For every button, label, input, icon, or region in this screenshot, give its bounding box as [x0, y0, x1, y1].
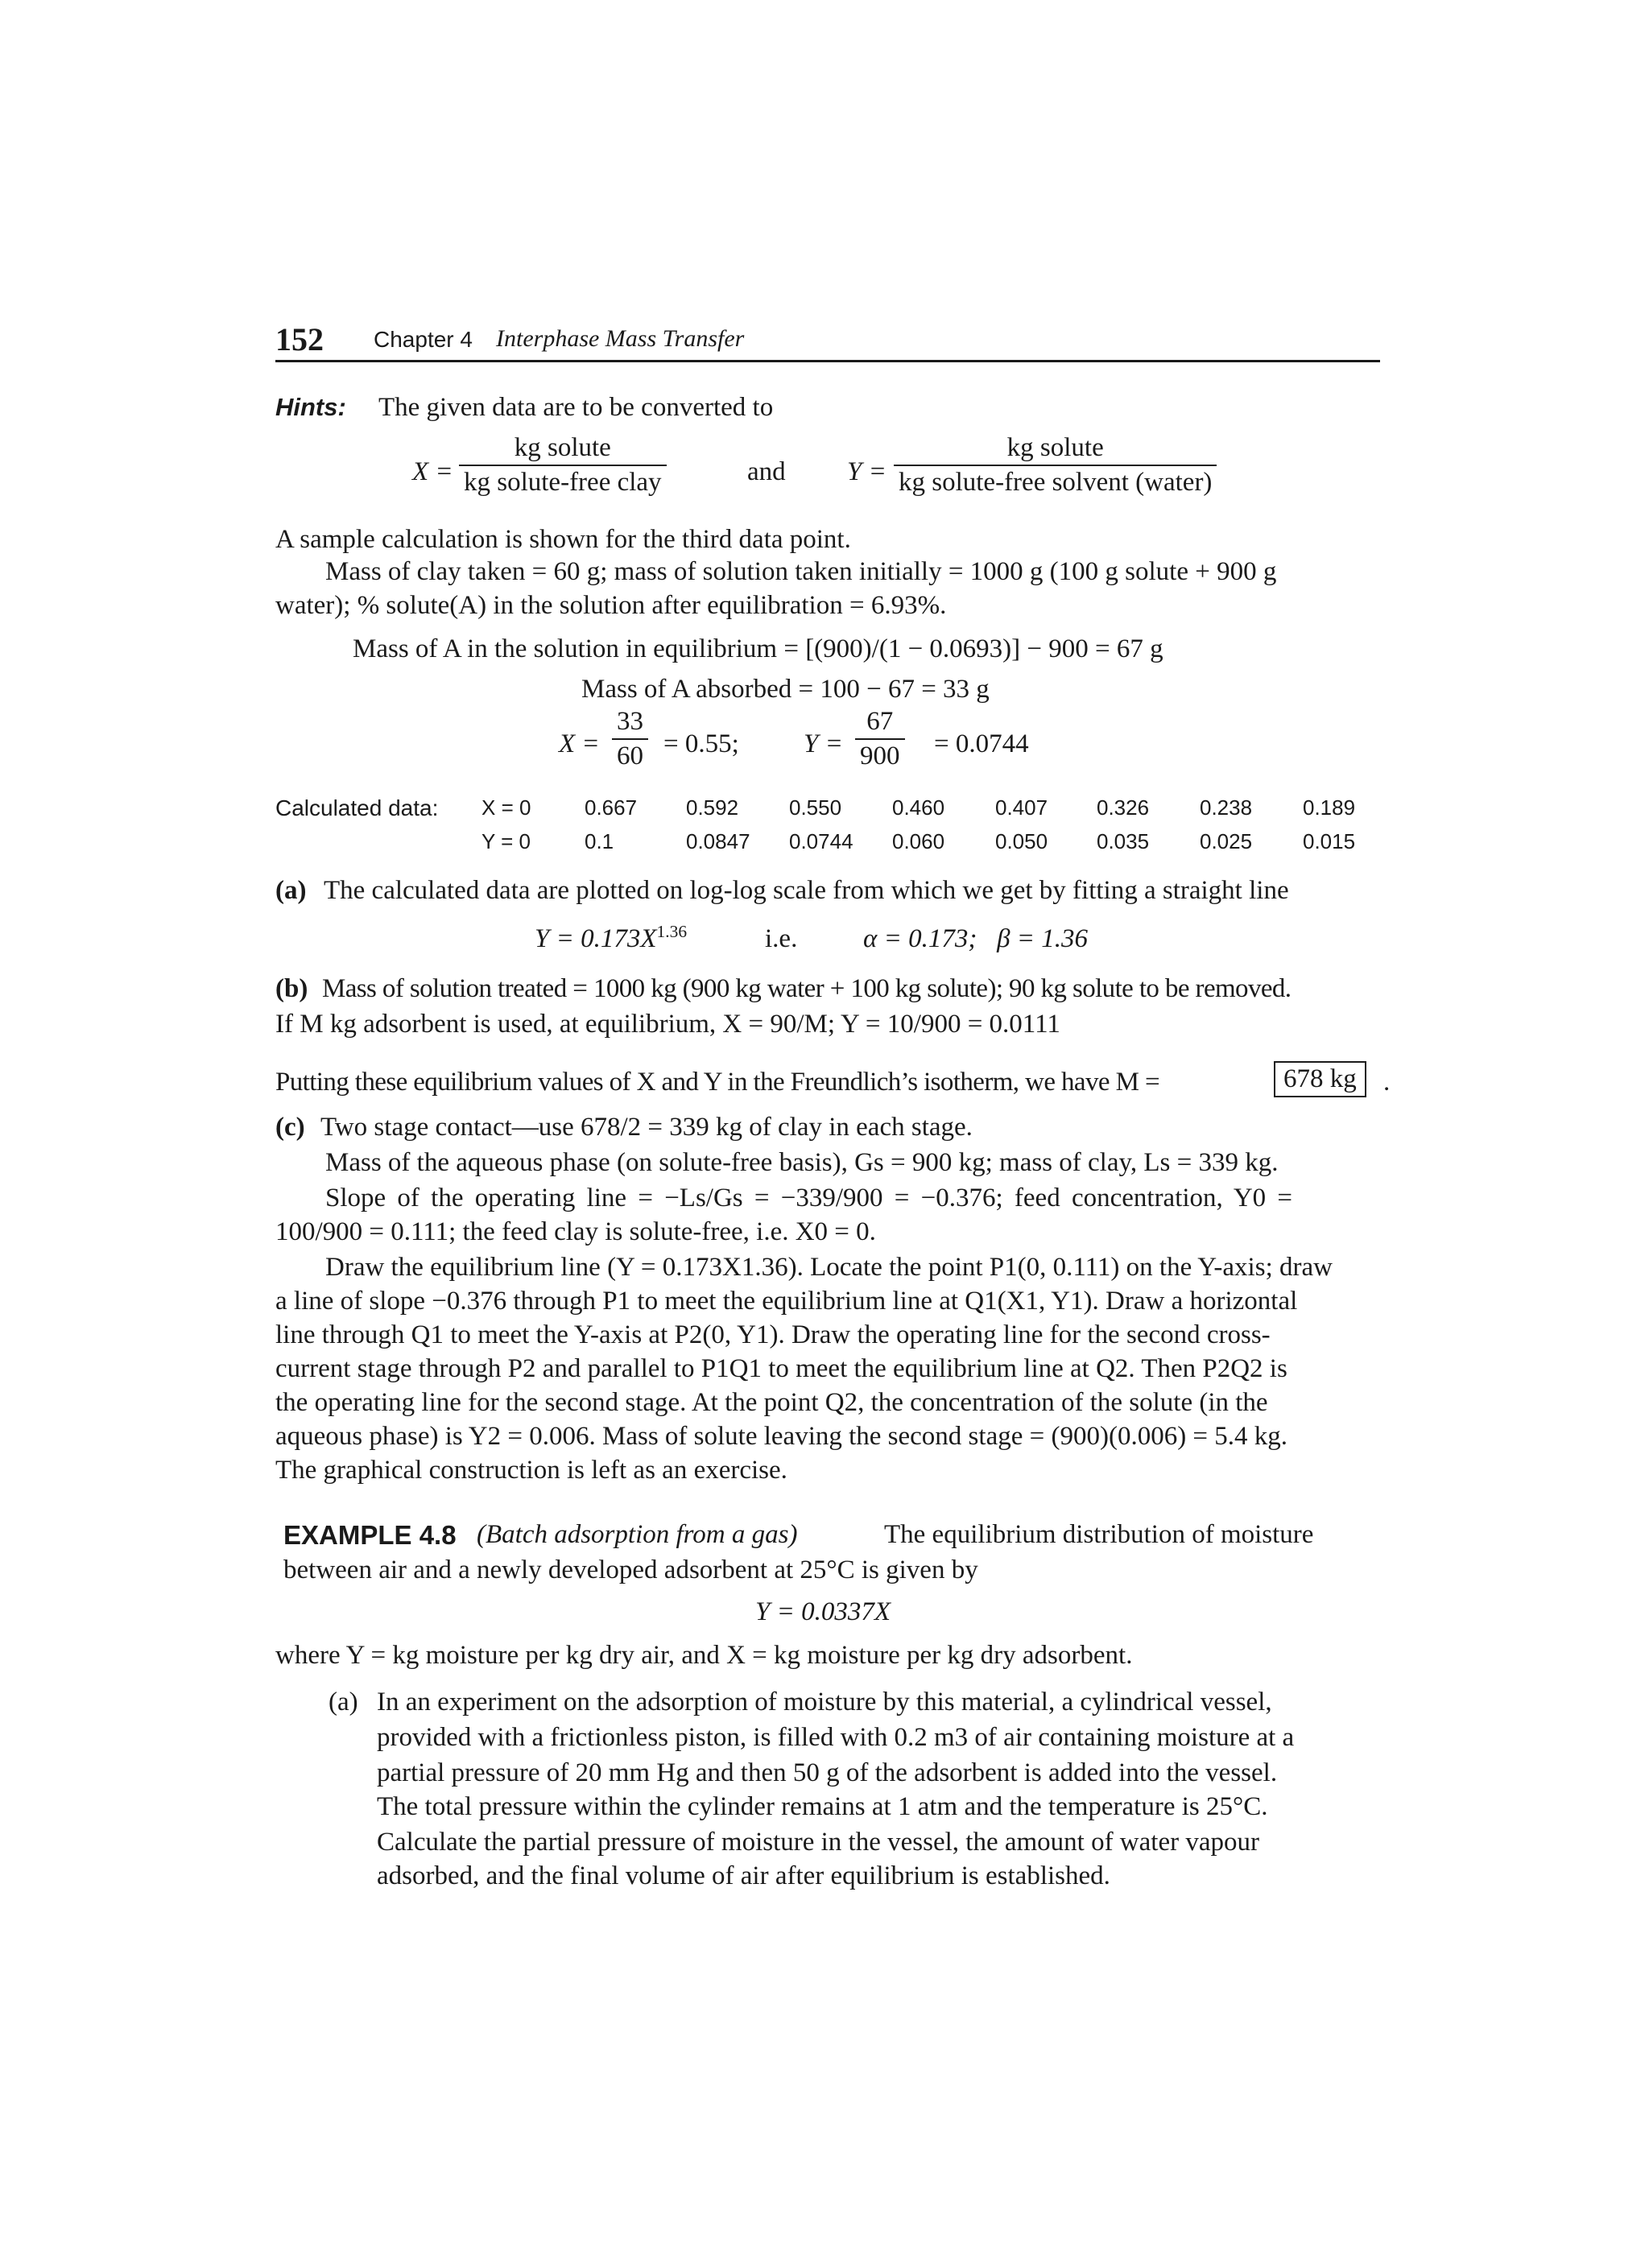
example-line-1: The equilibrium distribution of moisture [884, 1520, 1314, 1549]
table-y-value: 0.035 [1097, 829, 1150, 853]
part-a-equation [535, 922, 688, 953]
x-def-numerator: kg solute [459, 435, 667, 466]
graph-para-line-3: line through Q1 to meet the Y-axis at P2(0, Y1). Draw the operating line for the second cross- [275, 1320, 1271, 1349]
table-x-value: 0.667 [585, 795, 638, 820]
x-def-denominator: kg solute-free clay [464, 468, 662, 497]
example-line-2: between air and a newly developed adsorbent at 25°C is given by [283, 1555, 978, 1584]
table-x-value: 0.407 [995, 795, 1048, 820]
and-word: and [747, 457, 786, 486]
graph-para-line-2: a line of slope −0.376 through P1 to meet the equilibrium line at Q1(X1, Y1). Draw a horizontal [275, 1287, 1298, 1316]
calc-y-numerator: 67 [855, 708, 905, 740]
part-a-tag: (a) [275, 876, 307, 905]
calc-x-fraction [612, 708, 648, 770]
calc-x-numerator: 33 [612, 708, 648, 740]
table-y-value: 0.050 [995, 829, 1048, 853]
example-a-line-2: provided with a frictionless piston, is filled with 0.2 m3 of air containing moisture at a [377, 1723, 1295, 1752]
calc-y-result: = 0.0744 [934, 729, 1029, 758]
example-a-line-1: In an experiment on the adsorption of moisture by this material, a cylindrical vessel, [377, 1688, 1272, 1716]
table-y-value: 0.025 [1200, 829, 1253, 853]
page-number: 152 [275, 321, 324, 357]
equilibrium-mass-line: Mass of A in the solution in equilibrium = [(900)/(1 − 0.0693)] − 900 = 67 g [353, 634, 1163, 663]
table-x-value: 0.326 [1097, 795, 1150, 820]
graph-para-line-5: the operating line for the second stage. At the point Q2, the concentration of the solute (in the [275, 1388, 1268, 1417]
part-b-line-3: Putting these equilibrium values of X and Y in the Freundlich’s isotherm, we have M = [275, 1068, 1159, 1097]
example-a-line-6: adsorbed, and the final volume of air after equilibrium is established. [377, 1861, 1110, 1890]
hints-label: Hints: [275, 393, 346, 421]
calc-x-denominator: 60 [617, 742, 643, 770]
example-where: where Y = kg moisture per kg dry air, and X = kg moisture per kg dry adsorbent. [275, 1641, 1133, 1670]
table-x-head-text: X = 0 [481, 795, 531, 820]
calc-y-denominator: 900 [860, 742, 900, 770]
table-x-value: 0.550 [789, 795, 842, 820]
table-y-value: 0.1 [585, 829, 614, 853]
sample-line: A sample calculation is shown for the third data point. [275, 525, 851, 554]
graph-para-line-7: The graphical construction is left as an exercise. [275, 1456, 787, 1485]
table-y-value: 0.0744 [789, 829, 853, 853]
part-c-line-2: Mass of the aqueous phase (on solute-free basis), Gs = 900 kg; mass of clay, Ls = 339 kg. [325, 1148, 1279, 1177]
example-subtitle: (Batch adsorption from a gas) [477, 1520, 798, 1549]
table-x-value: 0.460 [892, 795, 945, 820]
mass-line-2: water); % solute(A) in the solution after equilibration = 6.93%. [275, 591, 947, 620]
table-y-value: 0.015 [1303, 829, 1356, 853]
part-a-exponent: 1.36 [656, 922, 688, 941]
table-x-head [481, 795, 531, 820]
part-c-line-3: Slope of the operating line = −Ls/Gs = −339/900 = −0.376; feed concentration, Y0 = [325, 1184, 1293, 1212]
chapter-title: Interphase Mass Transfer [496, 325, 745, 352]
x-def-fraction [459, 435, 667, 496]
mass-line-1: Mass of clay taken = 60 g; mass of solution taken initially = 1000 g (100 g solute + 900 g [325, 557, 1277, 586]
y-def-denominator: kg solute-free solvent (water) [899, 468, 1213, 497]
answer-period: . [1383, 1068, 1391, 1097]
part-b-line-2: If M kg adsorbent is used, at equilibrium, X = 90/M; Y = 10/900 = 0.0111 [275, 1010, 1060, 1039]
calc-x-var: X = [559, 729, 600, 758]
table-x-value: 0.238 [1200, 795, 1253, 820]
example-a-line-3: partial pressure of 20 mm Hg and then 50 g of the adsorbent is added into the vessel. [377, 1758, 1278, 1787]
example-a-line-5: Calculate the partial pressure of moisture in the vessel, the amount of water vapour [377, 1828, 1259, 1857]
calc-x-result: = 0.55; [663, 729, 739, 758]
hints-intro: The given data are to be converted to [378, 393, 774, 422]
y-def-fraction [894, 435, 1217, 496]
part-a-equation-base: Y = 0.173X [535, 924, 657, 953]
absorbed-line: Mass of A absorbed = 100 − 67 = 33 g [581, 675, 990, 704]
y-def-numerator: kg solute [894, 435, 1217, 466]
example-a-line-4: The total pressure within the cylinder remains at 1 atm and the temperature is 25°C. [377, 1792, 1268, 1821]
table-y-value: 0.0847 [686, 829, 750, 853]
part-a-ie: i.e. [765, 924, 798, 953]
part-b-tag: (b) [275, 974, 308, 1003]
calc-y-fraction [855, 708, 905, 770]
table-label: Calculated data: [275, 795, 439, 820]
part-c-line-4: 100/900 = 0.111; the feed clay is solute-free, i.e. X0 = 0. [275, 1217, 876, 1246]
graph-para-line-6: aqueous phase) is Y2 = 0.006. Mass of solute leaving the second stage = (900)(0.006) = 5.4 kg. [275, 1422, 1288, 1451]
header-rule [275, 360, 1380, 362]
x-def-var: X = [412, 457, 453, 486]
table-x-value: 0.592 [686, 795, 739, 820]
y-def-var: Y = [847, 457, 886, 486]
part-c-tag: (c) [275, 1113, 305, 1142]
chapter-label: Chapter 4 [374, 327, 473, 352]
part-a-text: The calculated data are plotted on log-log scale from which we get by fitting a straight line [324, 876, 1289, 905]
answer-box: 678 kg [1274, 1061, 1366, 1097]
part-c-line-1: Two stage contact—use 678/2 = 339 kg of clay in each stage. [320, 1113, 973, 1142]
table-y-value: 0.060 [892, 829, 945, 853]
table-x-value: 0.189 [1303, 795, 1356, 820]
graph-para-line-1: Draw the equilibrium line (Y = 0.173X1.36). Locate the point P1(0, 0.111) on the Y-axis; draw [325, 1253, 1333, 1282]
graph-para-line-4: current stage through P2 and parallel to P1Q1 to meet the equilibrium line at Q2. Then P2Q2 is [275, 1354, 1287, 1383]
example-a-tag: (a) [329, 1688, 358, 1716]
calc-y-var: Y = [804, 729, 843, 758]
example-equation: Y = 0.0337X [755, 1597, 891, 1626]
part-a-params: α = 0.173; β = 1.36 [863, 924, 1089, 953]
table-y-head [481, 829, 531, 854]
example-label: EXAMPLE 4.8 [283, 1520, 457, 1550]
table-y-head-text: Y = 0 [481, 829, 531, 853]
part-b-line-1: Mass of solution treated = 1000 kg (900 kg water + 100 kg solute); 90 kg solute to be removed. [322, 974, 1292, 1003]
